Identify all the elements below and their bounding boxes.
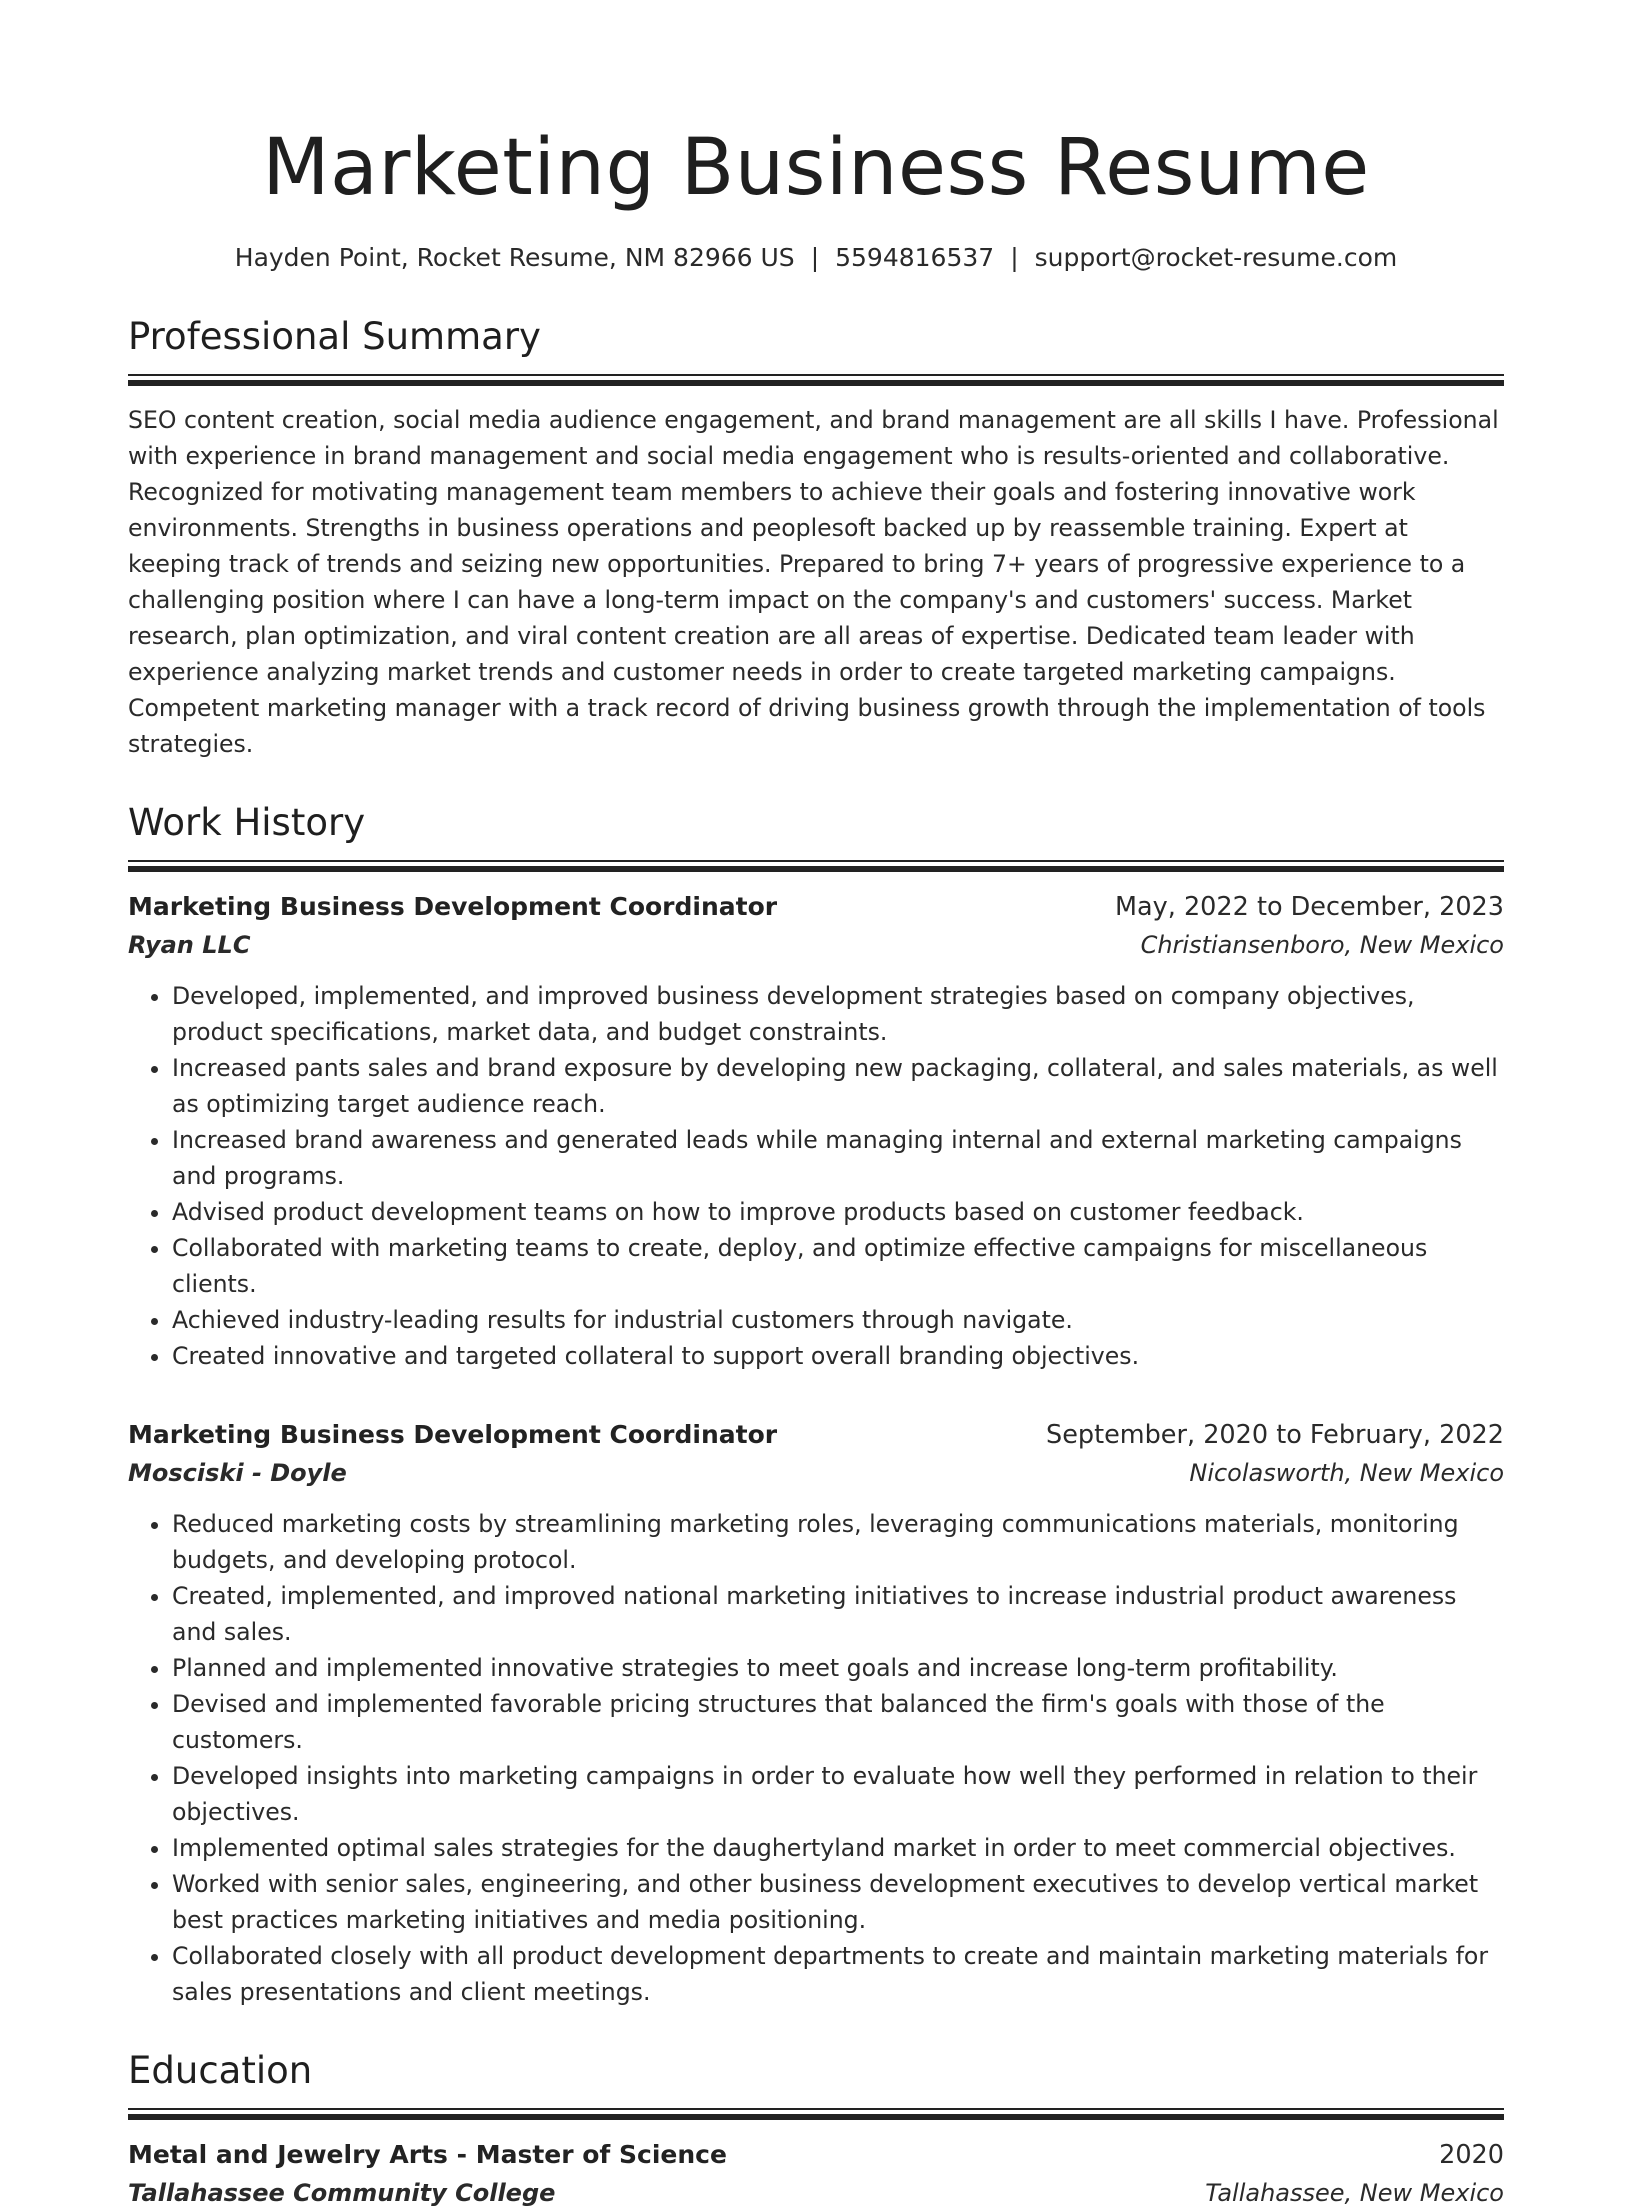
contact-separator: | bbox=[1010, 243, 1019, 272]
contact-line bbox=[128, 240, 1504, 276]
job-location: Christiansenboro, New Mexico bbox=[1140, 931, 1504, 959]
job-entry-2 bbox=[128, 1416, 1504, 2010]
graduation-year: 2020 bbox=[1439, 2140, 1504, 2170]
list-item: • Developed insights into marketing campaigns in order to evaluate how well they performed in relation to their objectives. bbox=[172, 1758, 1504, 1830]
work-history-section bbox=[128, 800, 1504, 2010]
list-item: • Devised and implemented favorable pricing structures that balanced the firm's goals with those of the customers. bbox=[172, 1686, 1504, 1758]
contact-address: Hayden Point, Rocket Resume, NM 82966 US bbox=[234, 243, 795, 272]
job-company: Ryan LLC bbox=[128, 931, 251, 959]
job-bullets bbox=[128, 1506, 1504, 2010]
education-section bbox=[128, 2048, 1504, 2212]
work-history-heading: Work History bbox=[128, 801, 366, 844]
list-item: • Worked with senior sales, engineering, and other business development executives to develop vertical market best practices marketing initiatives and media positioning. bbox=[172, 1866, 1504, 1938]
education-entry bbox=[128, 2136, 1504, 2212]
contact-phone: 5594816537 bbox=[835, 243, 995, 272]
school-name: Tallahassee Community College bbox=[128, 2179, 556, 2207]
list-item: • Collaborated closely with all product development departments to create and maintain marketing materials for sales presentations and client meetings. bbox=[172, 1938, 1504, 2010]
summary-text: SEO content creation, social media audience engagement, and brand management are all skills I have. Professional with experience in brand management and social media engagement who is results-oriented and collaborative. Recognized for motivating management team members to achieve their goals and fostering innovative work environments. Strengths in business operations and peoplesoft backed up by reassemble training. Expert at keeping track of trends and seizing new opportunities. Prepared to bring 7+ years of progressive experience to a challenging position where I can have a long-term impact on the company's and customers' success. Market research, plan optimization, and viral content creation are all areas of expertise. Dedicated team leader with experience analyzing market trends and customer needs in order to create targeted marketing campaigns. Competent marketing manager with a track record of driving business growth through the implementation of tools strategies. bbox=[128, 406, 1499, 758]
job-company: Mosciski - Doyle bbox=[128, 1459, 347, 1487]
contact-email: support@rocket-resume.com bbox=[1034, 243, 1398, 272]
contact-separator: | bbox=[810, 243, 820, 272]
section-divider bbox=[128, 374, 1504, 386]
degree: Metal and Jewelry Arts - Master of Science bbox=[128, 2140, 727, 2169]
list-item: • Planned and implemented innovative strategies to meet goals and increase long-term profitability. bbox=[172, 1650, 1504, 1686]
section-divider bbox=[128, 860, 1504, 872]
list-item: • Created, implemented, and improved national marketing initiatives to increase industrial product awareness and sales. bbox=[172, 1578, 1504, 1650]
list-item: • Collaborated with marketing teams to create, deploy, and optimize effective campaigns for miscellaneous clients. bbox=[172, 1230, 1504, 1302]
summary-section bbox=[128, 314, 1504, 762]
school-location: Tallahassee, New Mexico bbox=[1205, 2179, 1504, 2207]
list-item: • Increased pants sales and brand exposure by developing new packaging, collateral, and sales materials, as well as optimizing target audience reach. bbox=[172, 1050, 1504, 1122]
job-title: Marketing Business Development Coordinator bbox=[128, 1420, 778, 1449]
summary-heading: Professional Summary bbox=[128, 315, 541, 358]
section-divider bbox=[128, 2108, 1504, 2120]
list-item: • Created innovative and targeted collateral to support overall branding objectives. bbox=[172, 1338, 1504, 1374]
job-location: Nicolasworth, New Mexico bbox=[1189, 1459, 1504, 1487]
list-item: • Advised product development teams on how to improve products based on customer feedback. bbox=[172, 1194, 1504, 1230]
education-heading: Education bbox=[128, 2049, 313, 2092]
job-title: Marketing Business Development Coordinator bbox=[128, 892, 778, 921]
resume-title: Marketing Business Resume bbox=[262, 123, 1370, 213]
job-dates: September, 2020 to February, 2022 bbox=[1046, 1420, 1504, 1450]
list-item: • Implemented optimal sales strategies for the daughertyland market in order to meet commercial objectives. bbox=[172, 1830, 1504, 1866]
job-bullets bbox=[128, 978, 1504, 1374]
list-item: • Achieved industry-leading results for industrial customers through navigate. bbox=[172, 1302, 1504, 1338]
job-entry-1 bbox=[128, 888, 1504, 1374]
list-item: • Developed, implemented, and improved business development strategies based on company objectives, product specifications, market data, and budget constraints. bbox=[172, 978, 1504, 1050]
job-dates: May, 2022 to December, 2023 bbox=[1115, 892, 1504, 922]
list-item: • Increased brand awareness and generated leads while managing internal and external marketing campaigns and programs. bbox=[172, 1122, 1504, 1194]
list-item: • Reduced marketing costs by streamlining marketing roles, leveraging communications materials, monitoring budgets, and developing protocol. bbox=[172, 1506, 1504, 1578]
